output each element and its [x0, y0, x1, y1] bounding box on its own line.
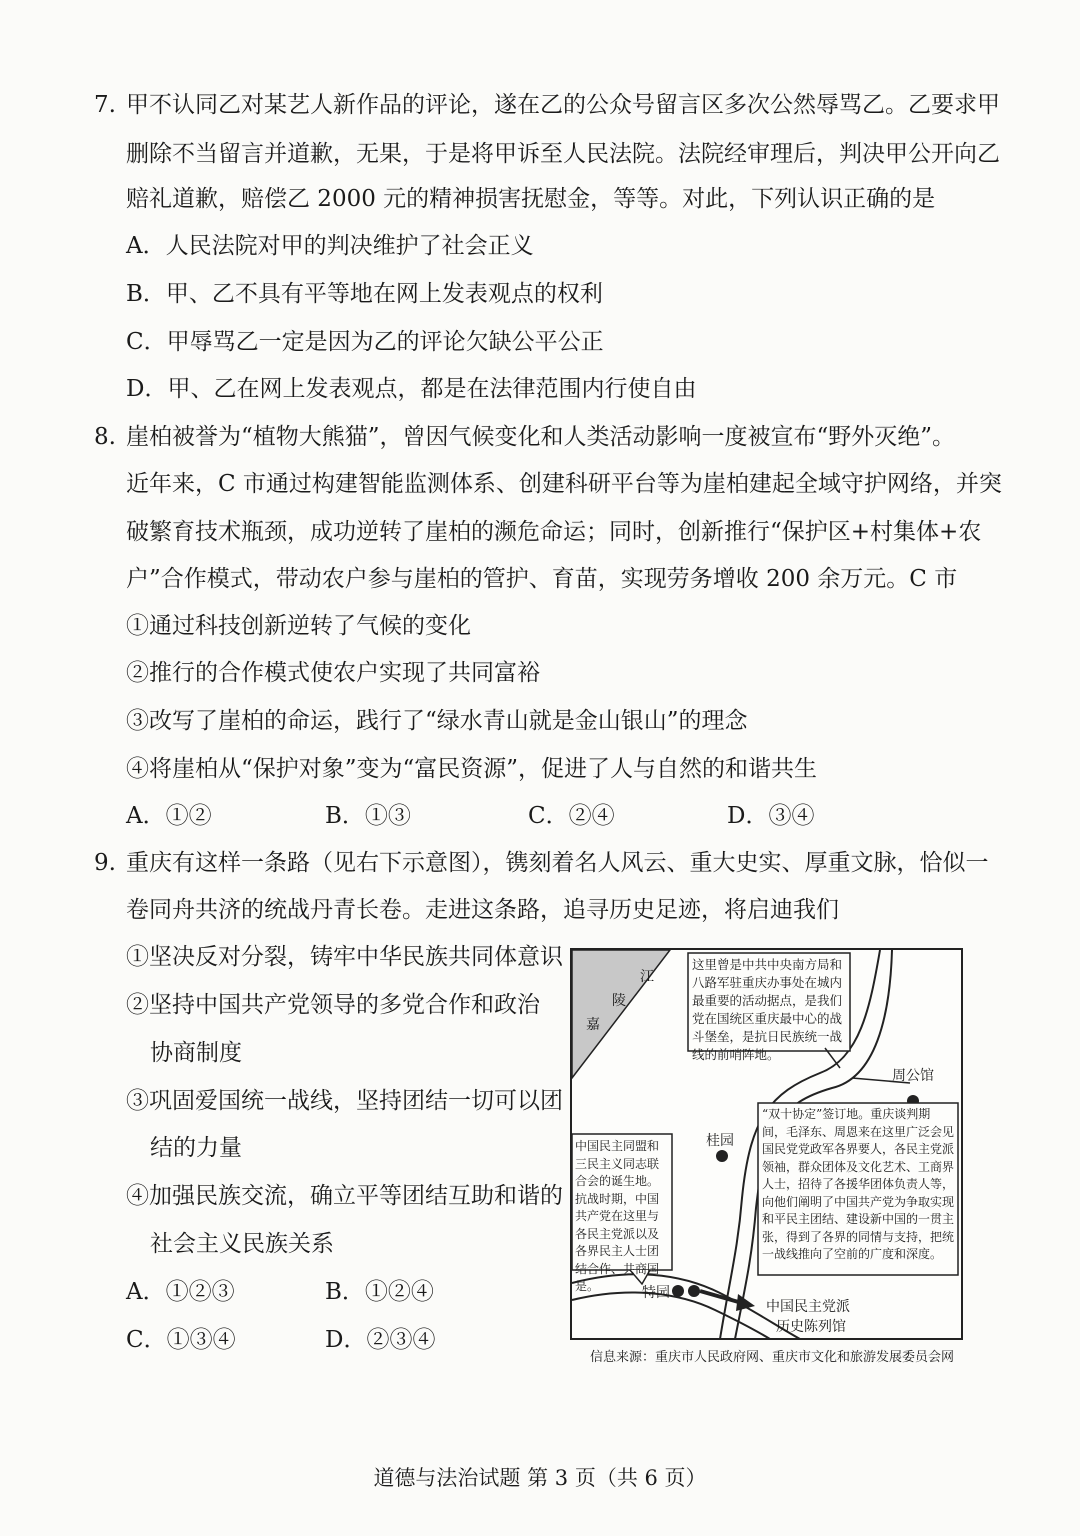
q8-option-b: B．①③ [325, 803, 411, 829]
q9-statement-4: ④加强民族交流，确立平等团结互助和谐的 [126, 1183, 563, 1209]
river-label-1: 江 [640, 969, 654, 985]
q8-option-c: C．②④ [528, 803, 615, 829]
museum-label-line-1: 中国民主党派 [766, 1299, 850, 1315]
q7-stem-line-2: 删除不当留言并道歉，无果，于是将甲诉至人民法院。法院经审理后，判决甲公开向乙 [126, 141, 1000, 167]
q9-statement-2-cont: 协商制度 [150, 1040, 242, 1066]
river-label-2: 陵 [612, 993, 626, 1009]
q9-statement-1: ①坚决反对分裂，铸牢中华民族共同体意识 [126, 944, 563, 970]
q7-stem-line-1: 甲不认同乙对某艺人新作品的评论，遂在乙的公众号留言区多次公然辱骂乙。乙要求甲 [126, 92, 1000, 118]
q9-statement-2: ②坚持中国共产党领导的多党合作和政治 [126, 992, 540, 1018]
q9-option-b: B．①②④ [325, 1279, 434, 1305]
q8-number: 8. [94, 424, 116, 450]
q8-stem-line-3: 破繁育技术瓶颈，成功逆转了崖柏的濒危命运；同时，创新推行“保护区+村集体+农 [126, 519, 982, 545]
q7-number: 7. [94, 92, 116, 118]
q9-statement-3: ③巩固爱国统一战线，坚持团结一切可以团 [126, 1088, 563, 1114]
q9-statement-3-cont: 结的力量 [150, 1135, 242, 1161]
q9-option-c: C．①③④ [126, 1327, 236, 1353]
note-zhougongguan: 这里曾是中共中央南方局和八路军驻重庆办事处在城内最重要的活动据点，是我们党在国统区重庆最中心的战斗堡垒，是抗日民族统一战线的前哨阵地。 [692, 957, 843, 1062]
q9-number: 9. [94, 850, 116, 876]
q8-stem-line-2: 近年来，C 市通过构建智能监测体系、创建科研平台等为崖柏建起全域守护网络，并突 [126, 471, 1002, 497]
q8-option-a: A．①② [126, 803, 212, 829]
q8-stem-line-1: 崖柏被誉为“植物大熊猫”，曾因气候变化和人类活动影响一度被宣布“野外灭绝”。 [126, 424, 956, 450]
q7-stem-line-3: 赔礼道歉，赔偿乙 2000 元的精神损害抚慰金，等等。对此，下列认识正确的是 [126, 186, 936, 212]
map-source-note: 信息来源：重庆市人民政府网、重庆市文化和旅游发展委员会网 [590, 1350, 955, 1365]
place-teyuan: 特园 [642, 1285, 670, 1301]
note-teyuan: 中国民主同盟和三民主义同志联合会的诞生地。抗战时期，中国共产党在这里与各民主党派以及各界民主人士团结合作、共商国是。 [575, 1139, 660, 1293]
teyuan-dot [672, 1285, 684, 1297]
q7-option-a: A．人民法院对甲的判决维护了社会正义 [126, 233, 534, 259]
q8-stem-line-4: 户”合作模式，带动农户参与崖柏的管护、育苗，实现劳务增收 200 余万元。C 市 [126, 566, 958, 592]
q7-option-d: D．甲、乙在网上发表观点，都是在法律范围内行使自由 [126, 376, 697, 402]
page-footer: 道德与法治试题 第 3 页（共 6 页） [373, 1466, 707, 1490]
q9-option-a: A．①②③ [126, 1279, 235, 1305]
q8-statement-2: ②推行的合作模式使农户实现了共同富裕 [126, 660, 540, 686]
road-map-figure [570, 948, 963, 1340]
q7-option-c: C．甲辱骂乙一定是因为乙的评论欠缺公平公正 [126, 329, 604, 355]
q8-statement-1: ①通过科技创新逆转了气候的变化 [126, 613, 471, 639]
museum-label-line-2: 历史陈列馆 [776, 1319, 846, 1335]
q8-option-d: D．③④ [727, 803, 815, 829]
q8-statement-4: ④将崖柏从“保护对象”变为“富民资源”，促进了人与自然的和谐共生 [126, 756, 818, 782]
q8-statement-3: ③改写了崖柏的命运，践行了“绿水青山就是金山银山”的理念 [126, 708, 748, 734]
river-label-3: 嘉 [586, 1017, 600, 1033]
q7-option-b: B．甲、乙不具有平等地在网上发表观点的权利 [126, 281, 603, 307]
place-zhougongguan: 周公馆 [892, 1068, 934, 1084]
q9-option-d: D．②③④ [325, 1327, 436, 1353]
teyuan-dot-2 [688, 1285, 700, 1297]
q9-stem-line-2: 卷同舟共济的统战丹青长卷。走进这条路，追寻历史足迹，将启迪我们 [126, 897, 839, 923]
q9-statement-4-cont: 社会主义民族关系 [150, 1231, 334, 1257]
guiyuan-dot [716, 1150, 728, 1162]
note-guiyuan: “双十协定”签订地。重庆谈判期间，毛泽东、周恩来在这里广泛会见国民党党政军各界要人，各民主党派领袖，群众团体及文化艺术、工商界人士，招待了各援华团体负责人等，向他们阐明了中国共产党为争取实现和平民主团结、建设新中国的一贯主张，得到了各界的同情与支持，把统一战线推向了空前的广度和深度。 [762, 1107, 955, 1261]
place-guiyuan: 桂园 [706, 1133, 734, 1149]
q9-stem-line-1: 重庆有这样一条路（见右下示意图），镌刻着名人风云、重大史实、厚重文脉，恰似一 [126, 850, 989, 876]
